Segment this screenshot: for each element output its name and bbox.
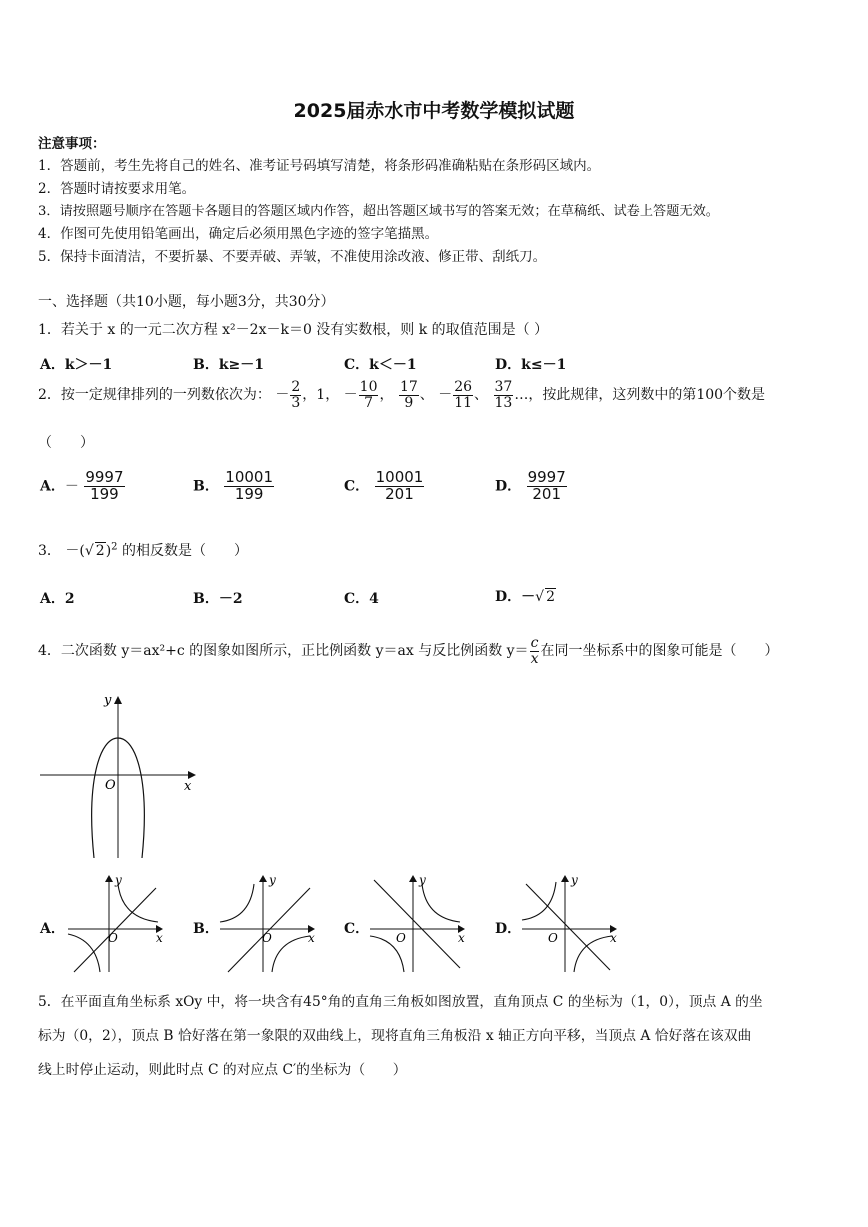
q4-frac-num: c [530, 635, 539, 651]
q2-fraction-3 [399, 380, 419, 410]
q3-number: 3． [38, 543, 61, 559]
q2-frac2-num: 10 [359, 379, 378, 395]
q2-answer-paren: （ ） [38, 435, 94, 451]
q2-option-c [344, 470, 425, 503]
q4a-x-label: x [156, 931, 163, 945]
q2-option-c-label: C． [344, 478, 370, 495]
q2-option-b-fraction [224, 470, 274, 503]
note-item-2: 2．答题时请按要求用笔。 [38, 181, 196, 197]
q2-frac3-num: 17 [399, 379, 418, 395]
question-5-line-1: 5．在平面直角坐标系 xOy 中，将一块含有45°角的直角三角板如图放置，直角顶点 C 的坐标为（1，0），顶点 A 的坐 [38, 994, 763, 1010]
q2-neg-2: － [343, 387, 358, 404]
q2-frac5-den: 13 [494, 394, 513, 411]
question-3-stem [38, 540, 248, 560]
question-2-stem [38, 380, 765, 410]
q2-fraction-5 [494, 380, 514, 410]
q2-frac2-den: 7 [364, 394, 374, 411]
q2-sep-4: 、 [474, 387, 489, 404]
question-1-stem: 1．若关于 x 的一元二次方程 x²－2x－k＝0 没有实数根，则 k 的取值范围是（ ） [38, 322, 549, 338]
q3-option-d-label: D．－ [495, 589, 536, 605]
q4-option-d-graph [520, 872, 622, 974]
q2-option-a-fraction [84, 470, 124, 503]
q4-option-a-label: A． [40, 921, 65, 937]
question-5-line-2: 标为（0，2），顶点 B 恰好落在第一象限的双曲线上，现将直角三角板沿 x 轴正方向平移，当顶点 A 恰好落在该双曲 [38, 1028, 752, 1044]
q2-option-d [495, 470, 568, 503]
q1-option-c: C．k＜－1 [344, 357, 417, 373]
q2-sep-3: 、 [419, 387, 434, 404]
page-title: 2025届赤水市中考数学模拟试题 [293, 100, 575, 122]
q2-option-a-sign: － [64, 478, 79, 495]
q4d-origin-label: O [548, 931, 558, 945]
q3-option-d-radical-sign: √ [535, 589, 545, 605]
q2-option-d-den: 201 [532, 484, 561, 503]
q2-option-b-den: 199 [234, 484, 264, 503]
q4d-y-label: y [571, 873, 578, 887]
question-4-stem [38, 636, 778, 666]
q4-axis-y-label: y [104, 693, 112, 708]
section-heading: 一、选择题（共10小题，每小题3分，共30分） [38, 294, 335, 310]
q4c-y-label: y [419, 873, 426, 887]
q2-fraction-2 [359, 380, 379, 410]
q4-parabola-graph [38, 690, 208, 860]
q4-option-c-label: C． [344, 921, 370, 937]
q4a-y-label: y [115, 873, 122, 887]
q2-fraction-1 [290, 380, 301, 410]
q2-frac4-den: 11 [454, 394, 473, 411]
q2-option-b [193, 470, 275, 503]
q2-frac5-num: 37 [494, 379, 513, 395]
question-5-line-3: 线上时停止运动，则此时点 C 的对应点 C′的坐标为（ ） [38, 1062, 407, 1078]
q4-option-a-graph [66, 872, 168, 974]
q4b-x-label: x [308, 931, 315, 945]
q2-option-c-num: 10001 [375, 468, 424, 486]
q2-prefix: 2．按一定规律排列的一列数依次为： [38, 387, 271, 404]
q3-stem-end: 的相反数是（ ） [121, 543, 248, 559]
q4c-origin-label: O [396, 931, 406, 945]
q1-option-a: A．k＞－1 [40, 357, 113, 373]
q2-frac1-num: 2 [291, 379, 301, 395]
q1-option-d: D．k≤－1 [495, 357, 567, 373]
q2-option-d-num: 9997 [527, 468, 566, 486]
q2-frac4-num: 26 [454, 379, 473, 395]
q2-option-a-num: 9997 [85, 468, 124, 486]
q4-option-d-label: D． [495, 921, 522, 937]
note-item-5: 5．保持卡面清洁，不要折暴、不要弄破、弄皱，不准使用涂改液、修正带、刮纸刀。 [38, 249, 547, 265]
q4-option-b-label: B． [193, 921, 219, 937]
q4-origin-label: O [105, 778, 116, 793]
q2-option-d-label: D． [495, 478, 522, 495]
note-item-4: 4．作图可先使用铅笔画出，确定后必须用黑色字迹的签字笔描黑。 [38, 226, 439, 242]
q3-radical-sign: √ [84, 543, 94, 559]
q4-stem-a: 4．二次函数 y＝ax²+c 的图象如图所示，正比例函数 y＝ax 与反比例函数 y＝ [38, 643, 529, 660]
q4-option-c-graph [368, 872, 470, 974]
q4b-y-label: y [269, 873, 276, 887]
q3-expr-pre: －( [65, 543, 85, 559]
q2-neg-1: － [275, 387, 290, 404]
q2-sep-2: ， [379, 387, 394, 404]
q1-option-b: B．k≥－1 [193, 357, 265, 373]
note-item-3: 3．请按照题号顺序在答题卡各题目的答题区域内作答，超出答题区域书写的答案无效；在草稿纸、试卷上答题无效。 [38, 204, 719, 219]
q3-option-d [495, 586, 556, 606]
q4-fraction-c-over-x [530, 636, 540, 666]
q4b-origin-label: O [262, 931, 272, 945]
q2-frac1-den: 3 [291, 394, 301, 411]
q2-suffix: …，按此规律，这列数中的第100个数是 [514, 387, 766, 404]
q3-option-c: C．4 [344, 591, 379, 607]
q4c-x-label: x [458, 931, 465, 945]
q2-frac3-den: 9 [404, 394, 414, 411]
q2-option-c-den: 201 [385, 484, 414, 503]
q2-option-b-num: 10001 [225, 468, 274, 486]
q4-option-b-graph [218, 872, 320, 974]
q2-option-c-fraction [375, 470, 425, 503]
q4-frac-den: x [530, 650, 539, 667]
q2-option-b-label: B． [193, 478, 219, 495]
q3-exponent: 2 [111, 541, 118, 553]
q2-option-a [40, 470, 126, 503]
q3-expr-post: ) [105, 543, 112, 559]
q2-option-a-den: 199 [90, 484, 119, 503]
q2-fraction-4 [453, 380, 473, 410]
note-item-1: 1．答题前，考生先将自己的姓名、准考证号码填写清楚，将条形码准确粘贴在条形码区域内。 [38, 158, 601, 174]
q2-neg-3: － [438, 387, 453, 404]
q2-option-a-label: A． [40, 478, 65, 495]
notes-heading: 注意事项： [38, 136, 106, 152]
q4-stem-b: 在同一坐标系中的图象可能是（ ） [540, 643, 779, 660]
q2-sep-1: ，1， [302, 387, 340, 404]
q3-option-d-radicand: 2 [546, 589, 555, 605]
q3-radicand: 2 [95, 543, 105, 559]
q3-option-a: A．2 [40, 591, 75, 607]
q3-option-b: B．－2 [193, 591, 243, 607]
q4a-origin-label: O [108, 931, 118, 945]
q2-option-d-fraction [527, 470, 567, 503]
q4d-x-label: x [610, 931, 617, 945]
q4-axis-x-label: x [184, 779, 192, 794]
